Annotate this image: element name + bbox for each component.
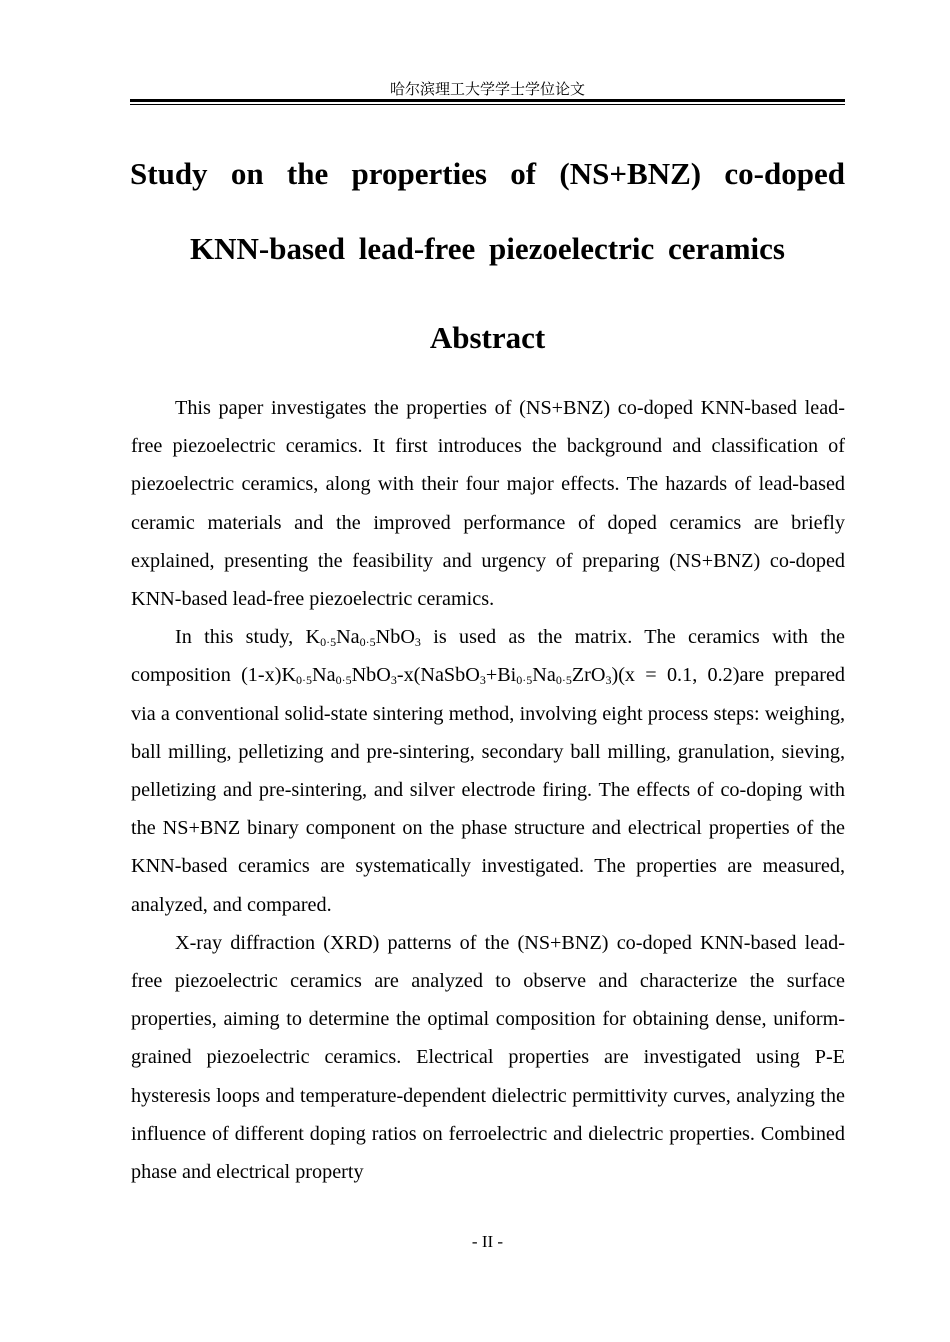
p2-text: Na [312,664,336,687]
p2-text: )(x = 0.1, 0.2)are prepared via a conventional solid-state sintering method, involving eight process steps: weighing, ball milling, pelletizing and pre-sintering, secondary ball milling, granulation, sieving, pelletizing and pre-sintering, and silver electrode firing. The effects of co-doping with the NS+BNZ binary component on the phase structure and electrical properties of the KNN-based ceramics are systematically investigated. The properties are measured, analyzed, and compared. [131,664,845,916]
abstract-heading: Abstract [429,320,546,355]
page-number: - II - [471,1232,504,1251]
subscript: 3 [390,673,397,688]
paragraph-3: X-ray diffraction (XRD) patterns of the (NS+BNZ) co-doped KNN-based lead-free piezoelectric ceramics are analyzed to observe and characterize the surface properties, aiming to determine the optimal composition for obtaining dense, uniform-grained piezoelectric ceramics. Electrical properties are investigated using P-E hysteresis loops and temperature-dependent dielectric permittivity curves, analyzing the influence of different doping ratios on ferroelectric and dielectric properties. Combined phase and electrical property [131,931,845,1184]
title-first-letter: S [130,156,148,191]
p2-text: is used as the matrix. The ceramics with the composition (1-x)K [131,626,846,687]
p2-text: In this study, K [175,626,321,649]
p2-text: NbO [351,664,391,687]
subscript: 0·5 [320,635,337,650]
subscript: 0·5 [359,635,376,650]
subscript: 0·5 [335,673,352,688]
p2-text: Na [532,664,556,687]
subscript: 3 [479,673,486,688]
subscript: 3 [414,635,421,650]
paragraph-2 [131,618,845,924]
running-header: 哈尔滨理工大学学士学位论文 [389,80,585,98]
subscript: 3 [605,673,612,688]
header-rule-thin [130,104,845,105]
p2-text: +Bi [485,664,517,687]
paragraph-1: This paper investigates the properties of (NS+BNZ) co-doped KNN-based lead-free piezoelectric ceramics. It first introduces the background and classification of piezoelectric ceramics, along with their four major effects. The hazards of lead-based ceramic materials and the improved performance of doped ceramics are briefly explained, presenting the feasibility and urgency of preparing (NS+BNZ) co-doped KNN-based lead-free piezoelectric ceramics. [131,397,845,611]
title-line-1-text: tudy on the properties of (NS+BNZ) co-doped [147,156,845,191]
header-rule-thick [130,99,845,102]
p2-text: ZrO [571,664,606,687]
title-line-1 [130,156,845,192]
p2-text: -x(NaSbO [396,664,480,687]
abstract-body [131,389,845,1191]
subscript: 0·5 [296,673,313,688]
title-line-2: KNN-based lead-free piezoelectric ceramics [190,231,785,266]
p2-text: NbO [375,626,415,649]
subscript: 0·5 [516,673,533,688]
p2-text: Na [336,626,360,649]
subscript: 0·5 [555,673,572,688]
